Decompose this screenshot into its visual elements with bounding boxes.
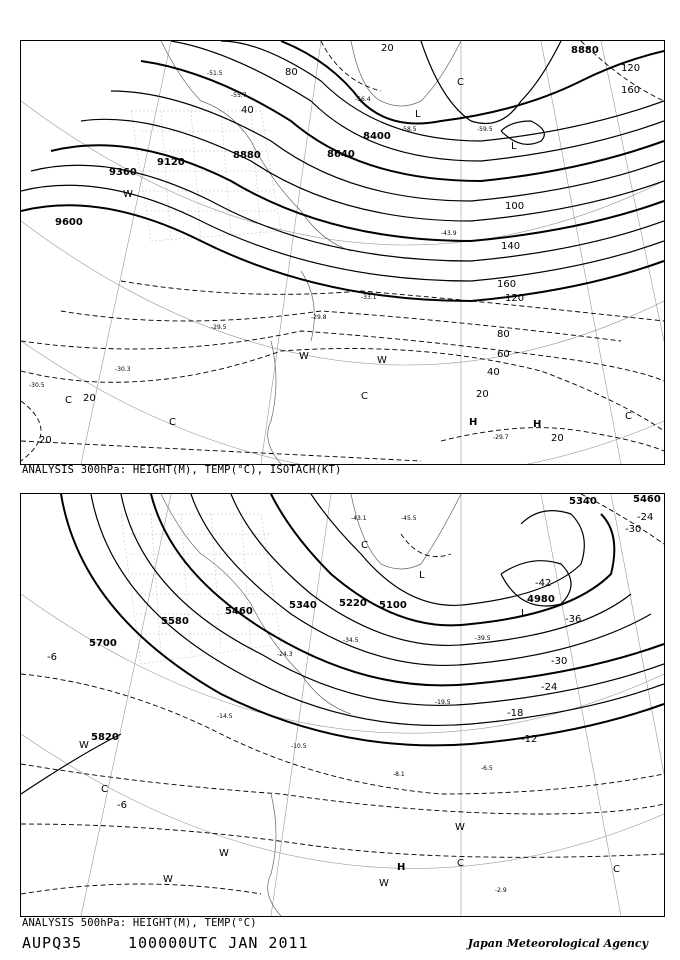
low-symbol: L: [511, 141, 517, 152]
height-label: 5460: [225, 606, 253, 617]
cold-symbol: C: [65, 395, 72, 406]
warm-symbol: W: [379, 878, 389, 889]
graticule: [21, 41, 664, 464]
low-symbol: L: [521, 608, 527, 619]
isotach-label: 80: [497, 329, 510, 340]
isotach-label: 160: [621, 85, 641, 96]
isotach-label: 100: [505, 201, 525, 212]
height-label: 5820: [91, 732, 119, 743]
temperature-labels: [29, 70, 509, 441]
graticule: [21, 494, 664, 916]
map-300hpa-drawing: [21, 41, 664, 464]
high-symbol: H: [533, 419, 542, 430]
agency-name: Japan Meteorological Agency: [467, 937, 648, 950]
height-label: 5340: [569, 496, 597, 507]
isotach-label: 20: [83, 393, 96, 404]
isotherm-label: -6: [47, 652, 57, 663]
cold-symbol: C: [457, 77, 464, 88]
temp-label: -56.4: [355, 96, 371, 103]
warm-symbol: W: [219, 848, 229, 859]
temp-label: -29.7: [493, 434, 509, 441]
isotach-label: 20: [476, 389, 489, 400]
isotach-label: 120: [505, 293, 525, 304]
isotherm-label: -24: [541, 682, 558, 693]
isotherm-label: -6: [117, 800, 127, 811]
temp-label: -45.5: [401, 515, 417, 522]
isotherm-labels: [47, 512, 653, 811]
height-label: 5340: [289, 600, 317, 611]
temp-label: -43.9: [441, 230, 457, 237]
isotherm-label: -18: [507, 708, 524, 719]
warm-symbol: W: [79, 740, 89, 751]
temp-label: -8.1: [393, 771, 405, 778]
isotach-label: 20: [39, 435, 52, 446]
isotherm-label: -24: [637, 512, 654, 523]
isotherm-label: -30: [625, 524, 642, 535]
temp-label: -29.5: [211, 324, 227, 331]
chart-code: AUPQ35: [22, 934, 83, 952]
height-label: 9360: [109, 167, 137, 178]
isotach-label: 140: [501, 241, 521, 252]
isotach-label: 20: [381, 43, 394, 54]
height-label: 5220: [339, 598, 367, 609]
temp-label: -33.1: [361, 294, 377, 301]
height-label: 9120: [157, 157, 185, 168]
pressure-symbols: [79, 540, 620, 889]
isotach-labels: [39, 43, 640, 446]
chart-datetime: 100000UTC JAN 2011: [128, 934, 309, 952]
warm-symbol: W: [123, 189, 133, 200]
caption-500hpa: ANALYSIS 500hPa: HEIGHT(M), TEMP(°C): [22, 917, 257, 929]
temp-label: -30.5: [29, 382, 45, 389]
temp-label: -39.5: [475, 635, 491, 642]
isotherm-contours: [21, 494, 664, 894]
isotach-label: 80: [285, 67, 298, 78]
height-label: 5100: [379, 600, 407, 611]
temp-label: -10.5: [291, 743, 307, 750]
temp-label: -43.1: [351, 515, 367, 522]
cold-symbol: C: [361, 391, 368, 402]
isotherm-label: -30: [551, 656, 568, 667]
height-label: 9600: [55, 217, 83, 228]
temp-label: -2.9: [495, 887, 507, 894]
temp-label: -34.5: [343, 637, 359, 644]
cold-symbol: C: [613, 864, 620, 875]
temp-label: -51.5: [207, 70, 223, 77]
warm-symbol: W: [299, 351, 309, 362]
temp-label: -19.5: [435, 699, 451, 706]
map-500hpa: [20, 493, 665, 917]
temp-label: -29.8: [311, 314, 327, 321]
isotherm-label: -36: [565, 614, 582, 625]
low-symbol: L: [419, 570, 425, 581]
isotherm-label: -42: [535, 578, 552, 589]
height-label: 5700: [89, 638, 117, 649]
warm-symbol: W: [377, 355, 387, 366]
height-label: 8880: [233, 150, 261, 161]
cold-symbol: C: [625, 411, 632, 422]
cold-symbol: C: [169, 417, 176, 428]
warm-symbol: W: [163, 874, 173, 885]
map-500hpa-drawing: [21, 494, 664, 916]
isotach-label: 60: [497, 349, 510, 360]
high-symbol: H: [397, 862, 406, 873]
temp-label: -55.7: [231, 92, 247, 99]
height-label: 8640: [327, 149, 355, 160]
high-symbol: H: [469, 417, 478, 428]
height-label: 5580: [161, 616, 189, 627]
low-symbol: L: [415, 109, 421, 120]
isotach-label: 40: [487, 367, 500, 378]
isotach-label: 120: [621, 63, 641, 74]
map-300hpa: [20, 40, 665, 465]
warm-symbol: W: [455, 822, 465, 833]
temp-label: -14.5: [217, 713, 233, 720]
height-label: 4980: [527, 594, 555, 605]
height-label: 8880: [571, 45, 599, 56]
height-label: 8400: [363, 131, 391, 142]
height-label: 5460: [633, 494, 661, 505]
height-contours: [21, 494, 664, 794]
cold-symbol: C: [457, 858, 464, 869]
temp-label: -59.5: [477, 126, 493, 133]
coastlines: [161, 41, 461, 464]
cold-symbol: C: [361, 540, 368, 551]
isotach-label: 160: [497, 279, 517, 290]
temp-label: -58.5: [401, 126, 417, 133]
isotach-label: 40: [241, 105, 254, 116]
cold-symbol: C: [101, 784, 108, 795]
temp-label: -24.3: [277, 651, 293, 658]
temp-label: -6.5: [481, 765, 493, 772]
caption-300hpa: ANALYSIS 300hPa: HEIGHT(M), TEMP(°C), ISOTACH(KT): [22, 464, 342, 476]
isotach-label: 20: [551, 433, 564, 444]
isotherm-label: -12: [521, 734, 538, 745]
isotach-contours: [21, 41, 664, 461]
terrain-hatching: [121, 514, 281, 664]
temp-label: -30.3: [115, 366, 131, 373]
